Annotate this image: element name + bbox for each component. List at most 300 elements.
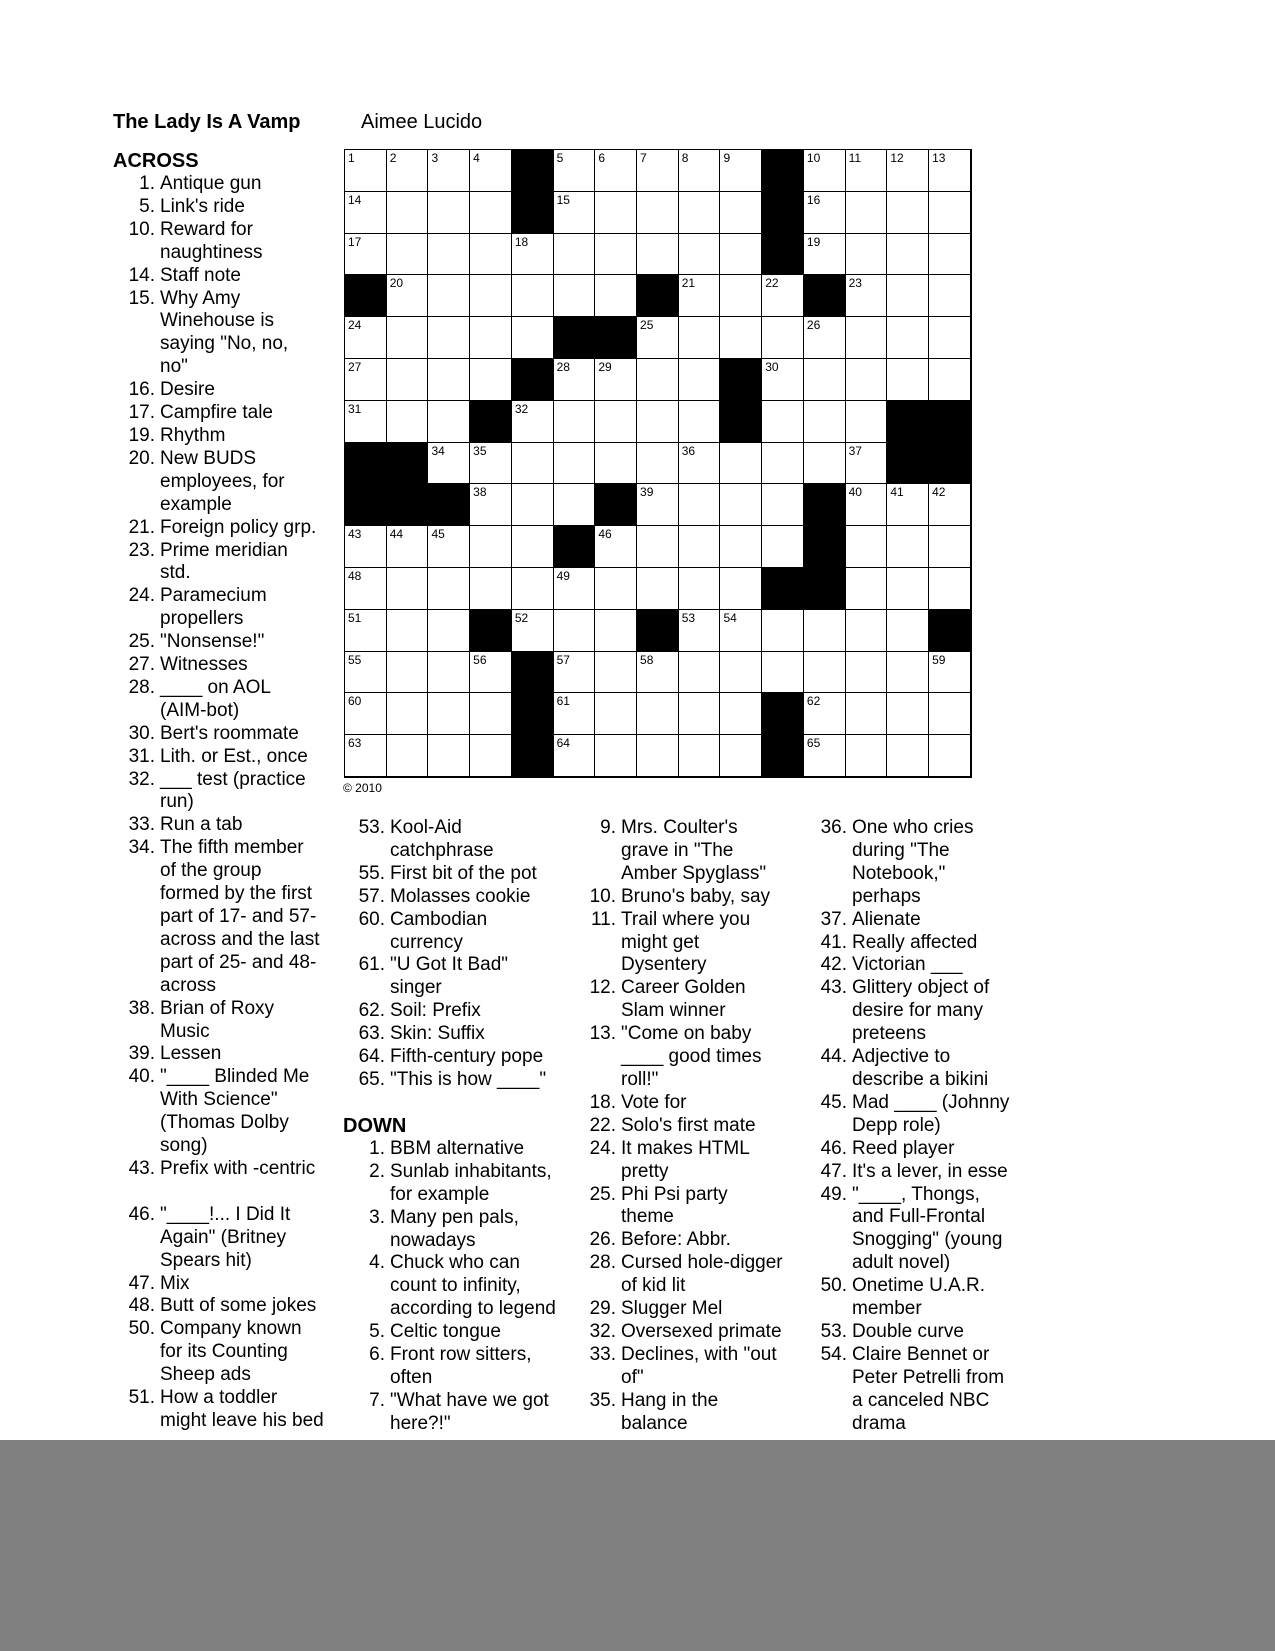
clue-number: 21.	[128, 516, 155, 538]
grid-cell[interactable]	[845, 149, 887, 191]
grid-cell[interactable]	[928, 149, 970, 191]
clue-number: 63.	[358, 1023, 385, 1045]
grid-cell[interactable]	[469, 358, 511, 400]
cell-number: 61	[556, 694, 570, 709]
grid-cell[interactable]	[427, 191, 469, 233]
clue-item	[343, 1207, 573, 1253]
grid-cell[interactable]	[344, 316, 386, 358]
grid-cell[interactable]	[886, 609, 928, 651]
across-heading: ACROSS	[113, 150, 199, 172]
clue-text: First bit of the pot	[390, 862, 537, 884]
grid-cell[interactable]	[719, 483, 761, 525]
grid-cell[interactable]	[761, 442, 803, 484]
grid-cell[interactable]	[719, 567, 761, 609]
grid-cell[interactable]	[845, 525, 887, 567]
grid-cell[interactable]	[845, 358, 887, 400]
grid-cell[interactable]	[636, 692, 678, 734]
grid-cell[interactable]	[469, 233, 511, 275]
grid-cell[interactable]	[469, 734, 511, 776]
grid-cell[interactable]	[344, 191, 386, 233]
grid-cell[interactable]	[594, 442, 636, 484]
grid-cell[interactable]	[427, 651, 469, 693]
grid-cell[interactable]	[636, 734, 678, 776]
clue-number: 33.	[589, 1343, 616, 1365]
grid-cell[interactable]	[511, 233, 553, 275]
clue-text: Link's ride	[160, 195, 245, 217]
grid-cell[interactable]	[886, 233, 928, 275]
grid-cell[interactable]	[886, 316, 928, 358]
cell-number: 10	[806, 151, 821, 165]
clue-text: Double curve	[852, 1320, 964, 1342]
grid-cell[interactable]	[636, 442, 678, 484]
clue-number: 7.	[369, 1389, 385, 1411]
page-bottom-overlay	[0, 1440, 1275, 1651]
grid-cell[interactable]	[678, 609, 720, 651]
cell-number: 65	[806, 736, 821, 751]
grid-cell[interactable]	[636, 149, 678, 191]
grid-cell[interactable]	[427, 525, 469, 567]
grid-cell[interactable]	[845, 567, 887, 609]
grid-cell[interactable]	[386, 274, 428, 316]
grid-cell[interactable]	[928, 692, 970, 734]
grid-cell[interactable]	[928, 191, 970, 233]
grid-cell[interactable]	[469, 149, 511, 191]
grid-block	[594, 316, 636, 358]
grid-cell[interactable]	[678, 400, 720, 442]
cell-number: 38	[473, 485, 487, 500]
grid-cell[interactable]	[386, 692, 428, 734]
grid-cell[interactable]	[553, 692, 595, 734]
grid-cell[interactable]	[511, 567, 553, 609]
grid-cell[interactable]	[511, 483, 553, 525]
grid-cell[interactable]	[886, 692, 928, 734]
clue-item	[113, 654, 338, 677]
clue-text: "____, Thongs, and Full-Frontal Snogging" (young adult novel)	[852, 1183, 1003, 1274]
grid-cell[interactable]	[886, 274, 928, 316]
grid-cell[interactable]	[469, 274, 511, 316]
clue-number: 50.	[820, 1275, 847, 1297]
grid-cell[interactable]	[553, 400, 595, 442]
grid-cell[interactable]	[719, 734, 761, 776]
grid-cell[interactable]	[553, 483, 595, 525]
grid-block	[344, 274, 386, 316]
grid-cell[interactable]	[928, 483, 970, 525]
grid-cell[interactable]	[553, 442, 595, 484]
grid-cell[interactable]	[511, 525, 553, 567]
grid-block	[761, 692, 803, 734]
clue-text: Foreign policy grp.	[160, 516, 317, 538]
clue-text: Adjective to describe a bikini	[852, 1046, 989, 1090]
grid-cell[interactable]	[886, 191, 928, 233]
grid-cell[interactable]	[386, 734, 428, 776]
grid-cell[interactable]	[761, 316, 803, 358]
grid-cell[interactable]	[553, 609, 595, 651]
grid-block	[761, 191, 803, 233]
grid-cell[interactable]	[719, 316, 761, 358]
grid-cell[interactable]	[553, 567, 595, 609]
clue-number: 57.	[358, 885, 385, 907]
grid-cell[interactable]	[636, 567, 678, 609]
grid-cell[interactable]	[594, 149, 636, 191]
clue-number: 44.	[820, 1046, 847, 1068]
grid-cell[interactable]	[803, 609, 845, 651]
cell-number: 64	[556, 736, 570, 751]
grid-cell[interactable]	[719, 651, 761, 693]
cell-number: 55	[348, 652, 362, 667]
grid-cell[interactable]	[386, 358, 428, 400]
clue-number: 10.	[128, 218, 155, 240]
clue-item	[343, 1138, 573, 1161]
grid-cell[interactable]	[344, 233, 386, 275]
clue-text: Company known for its Counting Sheep ads	[160, 1318, 302, 1386]
cell-number: 15	[556, 192, 570, 207]
grid-cell[interactable]	[803, 233, 845, 275]
clue-number: 54.	[820, 1343, 847, 1365]
clue-item	[113, 1066, 338, 1158]
grid-cell[interactable]	[886, 483, 928, 525]
grid-cell[interactable]	[344, 525, 386, 567]
grid-cell[interactable]	[344, 734, 386, 776]
grid-cell[interactable]	[886, 149, 928, 191]
grid-cell[interactable]	[803, 316, 845, 358]
grid-cell[interactable]	[594, 567, 636, 609]
grid-block	[803, 483, 845, 525]
grid-cell[interactable]	[803, 734, 845, 776]
grid-cell[interactable]	[678, 316, 720, 358]
grid-cell[interactable]	[344, 651, 386, 693]
cell-number: 6	[598, 151, 605, 165]
grid-cell[interactable]	[719, 692, 761, 734]
grid-cell[interactable]	[845, 609, 887, 651]
grid-cell[interactable]	[886, 651, 928, 693]
grid-cell[interactable]	[719, 233, 761, 275]
grid-cell[interactable]	[344, 358, 386, 400]
grid-cell[interactable]	[386, 525, 428, 567]
grid-block	[761, 233, 803, 275]
cell-number: 8	[681, 151, 689, 165]
clue-item	[113, 540, 338, 586]
grid-cell[interactable]	[928, 316, 970, 358]
grid-cell[interactable]	[344, 400, 386, 442]
clue-item	[113, 631, 338, 654]
grid-cell[interactable]	[803, 149, 845, 191]
clue-item	[805, 954, 1035, 977]
grid-cell[interactable]	[469, 442, 511, 484]
clue-text: Staff note	[160, 264, 241, 286]
clue-item	[343, 1161, 573, 1207]
grid-cell[interactable]	[427, 358, 469, 400]
clue-number: 40.	[128, 1066, 155, 1088]
grid-cell[interactable]	[386, 149, 428, 191]
clue-number: 34.	[128, 837, 155, 859]
grid-cell[interactable]	[386, 191, 428, 233]
grid-cell[interactable]	[511, 609, 553, 651]
grid-cell[interactable]	[553, 233, 595, 275]
grid-cell[interactable]	[678, 274, 720, 316]
grid-cell[interactable]	[761, 274, 803, 316]
grid-cell[interactable]	[886, 525, 928, 567]
grid-cell[interactable]	[928, 567, 970, 609]
clue-item	[113, 425, 338, 448]
cell-number: 34	[431, 443, 445, 458]
grid-cell[interactable]	[845, 442, 887, 484]
grid-cell[interactable]	[928, 525, 970, 567]
grid-block	[469, 400, 511, 442]
grid-cell[interactable]	[678, 358, 720, 400]
grid-cell[interactable]	[845, 483, 887, 525]
cell-number: 21	[681, 276, 696, 291]
grid-cell[interactable]	[886, 567, 928, 609]
grid-cell[interactable]	[803, 442, 845, 484]
grid-cell[interactable]	[719, 191, 761, 233]
grid-cell[interactable]	[469, 316, 511, 358]
clue-number: 48.	[128, 1295, 155, 1317]
clue-item	[113, 402, 338, 425]
grid-cell[interactable]	[761, 400, 803, 442]
grid-cell[interactable]	[469, 525, 511, 567]
cell-number: 25	[640, 318, 654, 333]
grid-cell[interactable]	[386, 651, 428, 693]
grid-cell[interactable]	[845, 191, 887, 233]
clue-item	[113, 814, 338, 837]
clue-item	[343, 863, 573, 886]
cell-number: 35	[473, 443, 487, 458]
grid-cell[interactable]	[427, 274, 469, 316]
grid-cell[interactable]	[928, 358, 970, 400]
grid-cell[interactable]	[719, 609, 761, 651]
clue-number: 65.	[358, 1068, 385, 1090]
grid-cell[interactable]	[511, 400, 553, 442]
clue-text: Claire Bennet or Peter Petrelli from a canceled NBC drama	[852, 1343, 1005, 1434]
grid-cell[interactable]	[469, 692, 511, 734]
grid-cell[interactable]	[594, 651, 636, 693]
clue-number: 50.	[128, 1318, 155, 1340]
grid-cell[interactable]	[678, 233, 720, 275]
cell-number: 1	[348, 151, 355, 165]
clue-item	[574, 1115, 804, 1138]
grid-cell[interactable]	[344, 567, 386, 609]
grid-cell[interactable]	[678, 734, 720, 776]
grid-cell[interactable]	[427, 567, 469, 609]
grid-cell[interactable]	[886, 358, 928, 400]
grid-cell[interactable]	[594, 734, 636, 776]
clue-item	[805, 1344, 1035, 1436]
grid-cell[interactable]	[386, 233, 428, 275]
grid-cell[interactable]	[427, 692, 469, 734]
grid-cell[interactable]	[719, 442, 761, 484]
clue-number: 46.	[820, 1137, 847, 1159]
clue-number: 20.	[128, 447, 155, 469]
grid-cell[interactable]	[845, 316, 887, 358]
grid-cell[interactable]	[845, 734, 887, 776]
grid-cell[interactable]	[344, 692, 386, 734]
clue-item	[343, 1000, 573, 1023]
grid-cell[interactable]	[344, 149, 386, 191]
clue-number: 32.	[128, 768, 155, 790]
grid-cell[interactable]	[928, 734, 970, 776]
grid-block	[803, 525, 845, 567]
grid-cell[interactable]	[594, 400, 636, 442]
grid-cell[interactable]	[803, 358, 845, 400]
grid-cell[interactable]	[928, 274, 970, 316]
clue-number: 5.	[139, 195, 155, 217]
clue-number: 14.	[128, 264, 155, 286]
clue-text: BBM alternative	[390, 1137, 525, 1159]
grid-block	[511, 358, 553, 400]
clue-text: Rhythm	[160, 424, 226, 446]
clue-number: 22.	[589, 1114, 616, 1136]
cell-number: 56	[473, 652, 487, 667]
grid-cell[interactable]	[761, 483, 803, 525]
grid-block	[469, 609, 511, 651]
cell-number: 37	[848, 443, 862, 458]
crossword-grid[interactable]	[344, 149, 972, 778]
clue-text: Mad ____ (Johnny Depp role)	[852, 1091, 1010, 1136]
grid-cell[interactable]	[427, 609, 469, 651]
grid-cell[interactable]	[845, 692, 887, 734]
grid-cell[interactable]	[594, 692, 636, 734]
grid-cell[interactable]	[719, 149, 761, 191]
clue-item	[113, 448, 338, 517]
clue-item	[574, 1321, 804, 1344]
clue-item	[113, 517, 338, 540]
clue-number: 17.	[128, 402, 155, 424]
grid-cell[interactable]	[553, 149, 595, 191]
clue-number: 30.	[128, 722, 155, 744]
grid-cell[interactable]	[553, 274, 595, 316]
grid-cell[interactable]	[553, 651, 595, 693]
grid-cell[interactable]	[427, 316, 469, 358]
clue-text: Molasses cookie	[390, 885, 531, 907]
grid-cell[interactable]	[845, 651, 887, 693]
grid-cell[interactable]	[553, 358, 595, 400]
grid-cell[interactable]	[636, 651, 678, 693]
grid-cell[interactable]	[845, 400, 887, 442]
clue-item	[113, 746, 338, 769]
grid-cell[interactable]	[845, 274, 887, 316]
grid-cell[interactable]	[511, 442, 553, 484]
clue-text: Kool-Aid catchphrase	[390, 817, 494, 861]
grid-block	[511, 651, 553, 693]
clue-item	[343, 1390, 573, 1436]
grid-cell[interactable]	[761, 358, 803, 400]
grid-cell[interactable]	[427, 400, 469, 442]
clue-number: 9.	[600, 817, 616, 838]
grid-cell[interactable]	[344, 609, 386, 651]
cell-number: 14	[348, 192, 362, 207]
clue-number: 37.	[820, 908, 847, 930]
grid-cell[interactable]	[719, 525, 761, 567]
grid-cell[interactable]	[678, 525, 720, 567]
clue-number: 42.	[820, 954, 847, 976]
grid-cell[interactable]	[594, 525, 636, 567]
grid-cell[interactable]	[719, 274, 761, 316]
grid-cell[interactable]	[469, 567, 511, 609]
grid-cell[interactable]	[761, 609, 803, 651]
grid-cell[interactable]	[469, 191, 511, 233]
grid-cell[interactable]	[553, 734, 595, 776]
grid-cell[interactable]	[636, 316, 678, 358]
grid-cell[interactable]	[886, 734, 928, 776]
grid-cell[interactable]	[594, 191, 636, 233]
clue-number: 6.	[369, 1344, 385, 1366]
grid-cell[interactable]	[761, 651, 803, 693]
grid-cell[interactable]	[636, 191, 678, 233]
grid-cell[interactable]	[511, 274, 553, 316]
grid-cell[interactable]	[845, 233, 887, 275]
grid-cell[interactable]	[928, 651, 970, 693]
grid-cell[interactable]	[636, 358, 678, 400]
grid-cell[interactable]	[469, 483, 511, 525]
grid-cell[interactable]	[469, 651, 511, 693]
grid-cell[interactable]	[803, 400, 845, 442]
grid-cell[interactable]	[636, 483, 678, 525]
grid-cell[interactable]	[803, 191, 845, 233]
grid-cell[interactable]	[803, 651, 845, 693]
grid-cell[interactable]	[427, 734, 469, 776]
grid-cell[interactable]	[636, 400, 678, 442]
grid-cell[interactable]	[386, 567, 428, 609]
grid-block	[719, 400, 761, 442]
grid-cell[interactable]	[678, 567, 720, 609]
grid-block	[553, 316, 595, 358]
grid-cell[interactable]	[427, 442, 469, 484]
grid-cell[interactable]	[678, 483, 720, 525]
clue-item	[805, 817, 1035, 909]
grid-cell[interactable]	[553, 191, 595, 233]
grid-cell[interactable]	[386, 609, 428, 651]
clue-text: "____ Blinded Me With Science" (Thomas Dolby song)	[160, 1066, 310, 1157]
cell-number: 44	[389, 527, 404, 542]
clue-number: 51.	[128, 1387, 155, 1409]
clue-item	[113, 265, 338, 288]
grid-block	[386, 483, 428, 525]
clue-text: Desire	[160, 379, 215, 401]
grid-cell[interactable]	[511, 316, 553, 358]
clue-item	[574, 1138, 804, 1184]
grid-cell[interactable]	[594, 609, 636, 651]
grid-cell[interactable]	[386, 400, 428, 442]
clue-item	[343, 886, 573, 909]
clue-text: Run a tab	[160, 814, 243, 836]
grid-cell[interactable]	[678, 442, 720, 484]
grid-cell[interactable]	[636, 525, 678, 567]
grid-cell[interactable]	[928, 233, 970, 275]
clue-text: "What have we got here?!"	[390, 1389, 549, 1434]
clue-text: Trail where you might get Dysentery	[621, 908, 751, 976]
cell-number: 18	[514, 234, 529, 249]
clue-number: 43.	[820, 977, 847, 999]
grid-cell[interactable]	[678, 149, 720, 191]
grid-cell[interactable]	[594, 233, 636, 275]
grid-cell[interactable]	[636, 233, 678, 275]
grid-cell[interactable]	[386, 316, 428, 358]
grid-cell[interactable]	[678, 692, 720, 734]
grid-cell[interactable]	[678, 651, 720, 693]
grid-cell[interactable]	[427, 233, 469, 275]
clue-text: Mix	[160, 1272, 190, 1294]
grid-cell[interactable]	[594, 358, 636, 400]
grid-cell[interactable]	[427, 149, 469, 191]
cell-number: 16	[806, 192, 821, 207]
grid-cell[interactable]	[803, 692, 845, 734]
cell-number: 46	[598, 527, 612, 542]
grid-cell[interactable]	[761, 525, 803, 567]
clue-text: One who cries during "The Notebook," perhaps	[852, 817, 974, 907]
grid-cell[interactable]	[594, 274, 636, 316]
cell-number: 53	[681, 610, 696, 625]
grid-cell[interactable]	[678, 191, 720, 233]
